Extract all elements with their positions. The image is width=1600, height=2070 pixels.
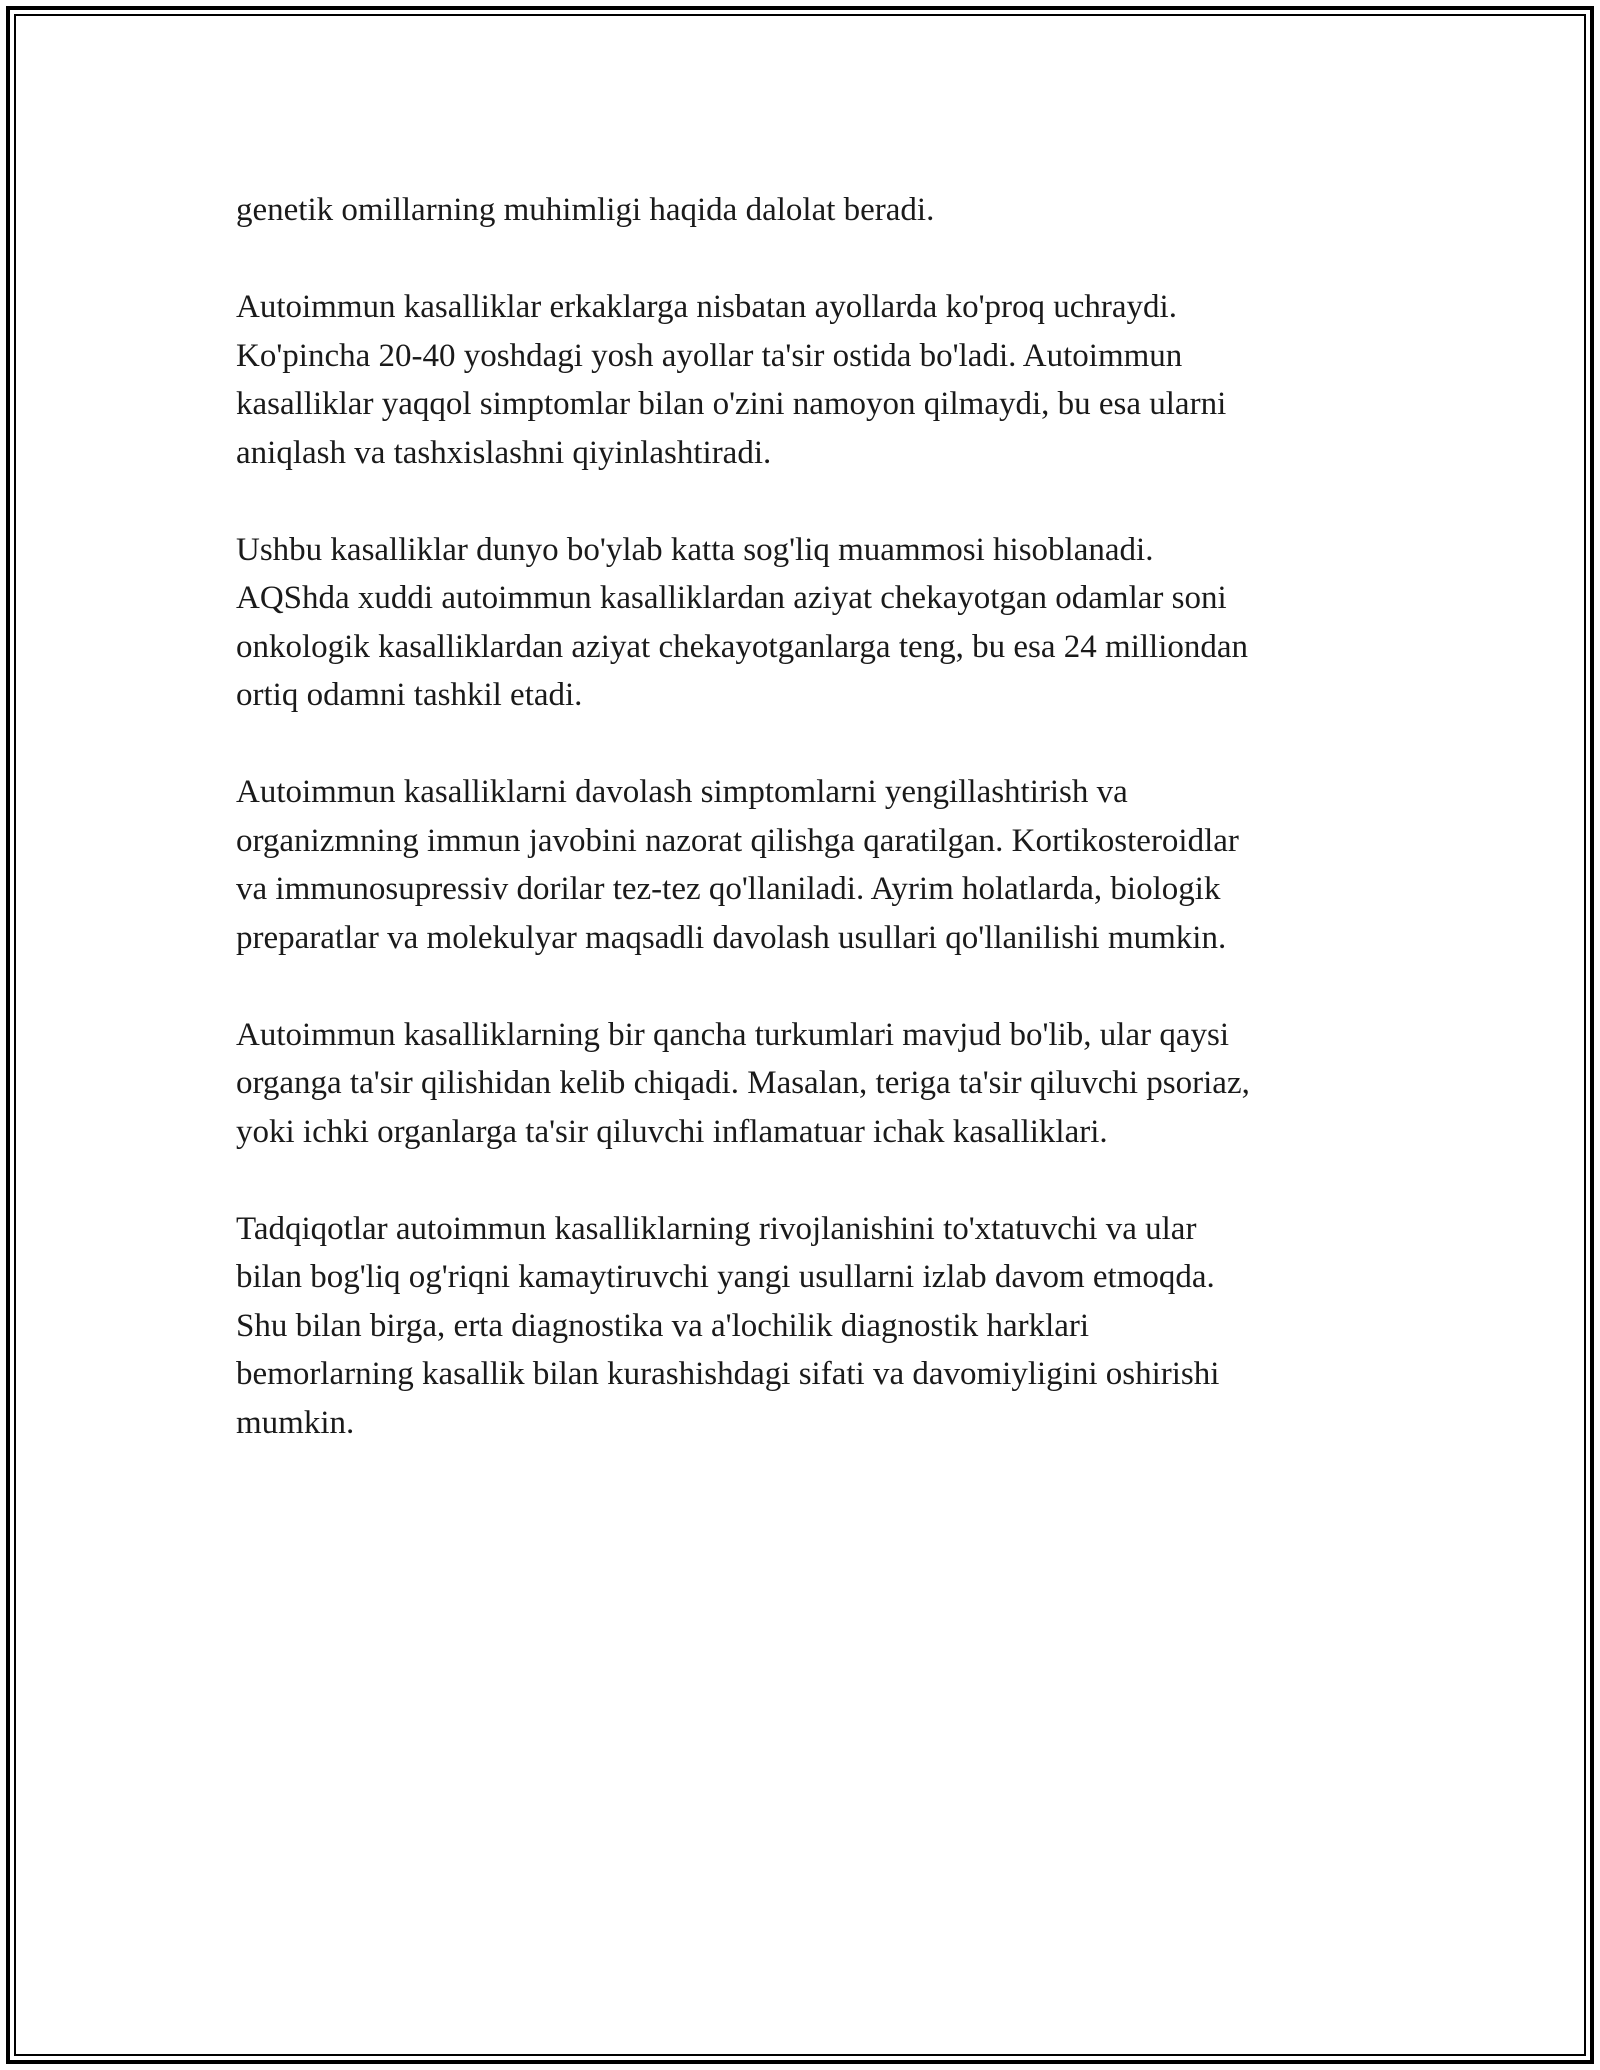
text-line: bilan bog'liq og'riqni kamaytiruvchi yangi usullarni izlab davom etmoqda. [236, 1259, 1215, 1295]
text-line: bemorlarning kasallik bilan kurashishdagi sifati va davomiyligini oshirishi [236, 1356, 1220, 1392]
text-line: onkologik kasalliklardan aziyat chekayotganlarga teng, bu esa 24 milliondan [236, 628, 1249, 665]
text-line: mumkin. [236, 1404, 355, 1441]
text-line: Tadqiqotlar autoimmun kasalliklarning rivojlanishini to'xtatuvchi va ular [236, 1210, 1197, 1247]
text-line: Autoimmun kasalliklar erkaklarga nisbatan ayollarda ko'proq uchraydi. [236, 289, 1177, 325]
text-line: Autoimmun kasalliklarni davolash simptomlarni yengillashtirish va [236, 774, 1128, 810]
document-body [236, 186, 1386, 1496]
paragraph-4 [236, 768, 1386, 962]
text-line: yoki ichki organlarga ta'sir qiluvchi inflamatuar ichak kasalliklari. [236, 1113, 1108, 1150]
text-line: organga ta'sir qilishidan kelib chiqadi. Masalan, teriga ta'sir qiluvchi psoriaz, [236, 1065, 1250, 1101]
text-line: aniqlash va tashxislashni qiyinlashtiradi. [236, 434, 772, 471]
text-line: kasalliklar yaqqol simptomlar bilan o'zini namoyon qilmaydi, bu esa ularni [236, 386, 1227, 422]
text-line: Autoimmun kasalliklarning bir qancha turkumlari mavjud bo'lib, ular qaysi [236, 1016, 1229, 1053]
paragraph-6 [236, 1205, 1386, 1448]
paragraph-2 [236, 283, 1386, 477]
paragraph-1 [236, 186, 1386, 235]
text-line: Shu bilan birga, erta diagnostika va a'lochilik diagnostik harklari [236, 1307, 1090, 1344]
text-line: Ko'pincha 20-40 yoshdagi yosh ayollar ta'sir ostida bo'ladi. Autoimmun [236, 337, 1183, 374]
paragraph-5 [236, 1011, 1386, 1157]
text-line: preparatlar va molekulyar maqsadli davolash usullari qo'llanilishi mumkin. [236, 919, 1227, 956]
text-line: genetik omillarning muhimligi haqida dalolat beradi. [236, 192, 935, 228]
paragraph-3 [236, 526, 1386, 720]
text-line: ortiq odamni tashkil etadi. [236, 677, 583, 713]
text-line: organizmning immun javobini nazorat qilishga qaratilgan. Kortikosteroidlar [236, 822, 1239, 859]
text-line: Ushbu kasalliklar dunyo bo'ylab katta sog'liq muammosi hisoblanadi. [236, 531, 1154, 568]
text-line: AQShda xuddi autoimmun kasalliklardan aziyat chekayotgan odamlar soni [236, 580, 1227, 616]
text-line: va immunosupressiv dorilar tez-tez qo'llaniladi. Ayrim holatlarda, biologik [236, 871, 1221, 907]
